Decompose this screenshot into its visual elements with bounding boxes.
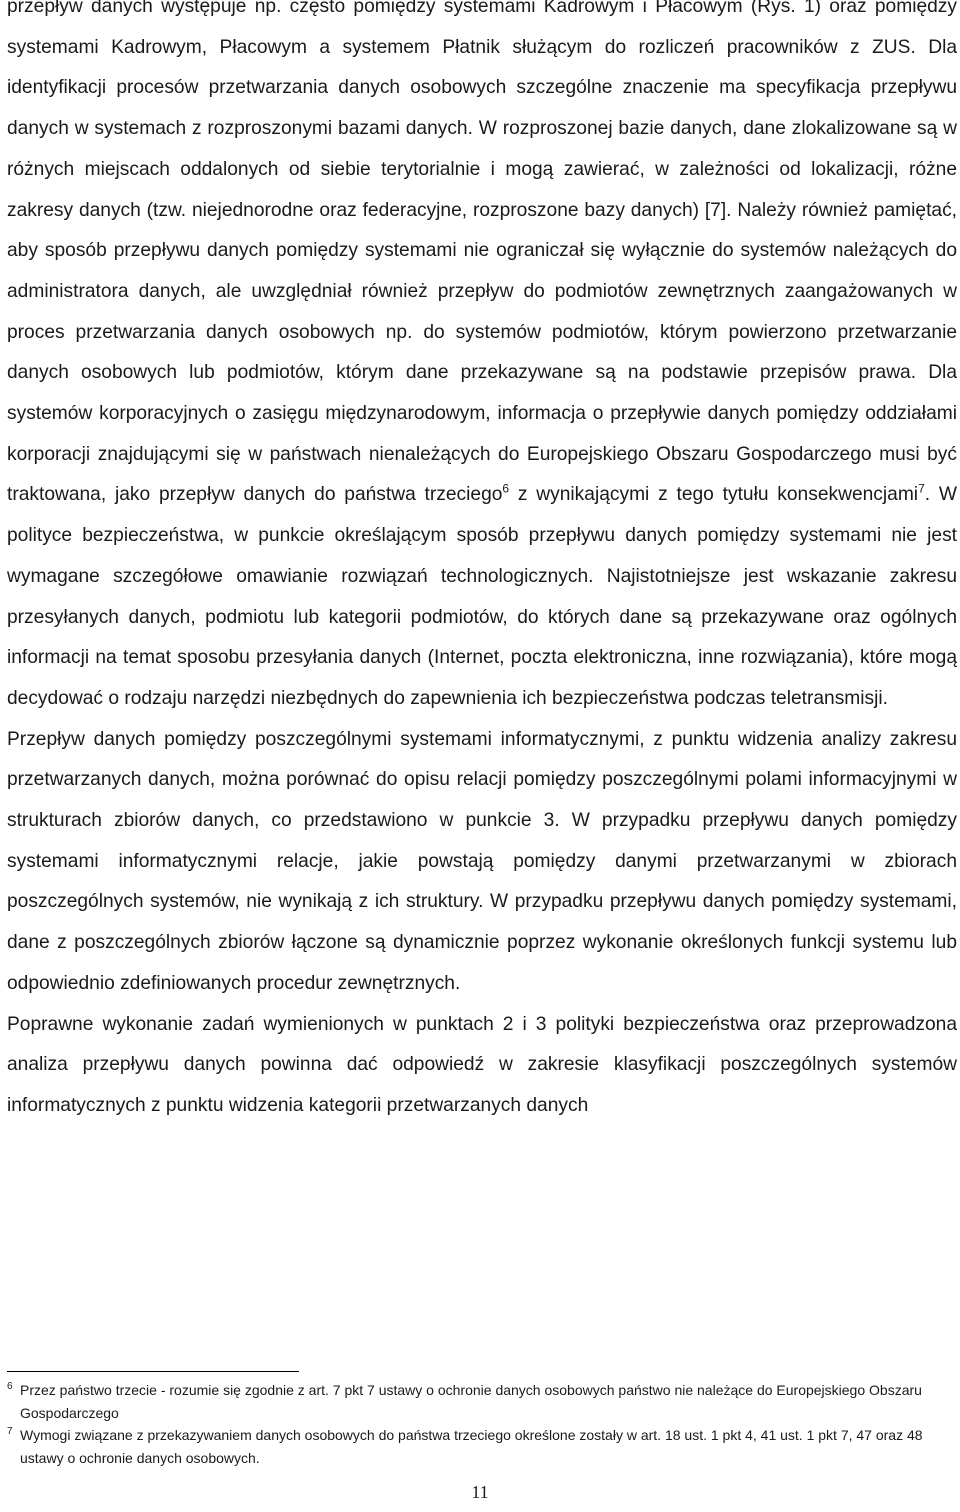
footnote-separator [7,1371,299,1372]
footnote-ref-6[interactable]: 6 [502,482,510,497]
footnotes [7,1379,957,1469]
paragraph-1-part-3: . W polityce bezpieczeństwa, w punkcie określającym sposób przepływu danych pomiędzy systemami nie jest wymagane szczegółowe omawianie rozwiązań technologicznych. Najistotniejsze jest wskazanie zakresu przesyłanych danych, podmiotu lub kategorii podmiotów, do których dane są przekazywane oraz ogólnych informacji na temat sposobu przesyłania danych (Internet, poczta elektroniczna, inne rozwiązania), które mogą decydować o rodzaju narzędzi niezbędnych do zapewnienia ich bezpieczeństwa podczas teletransmisji. [7,484,958,709]
paragraph-1-part-1: przepływ danych występuje np. często pomiędzy systemami Kadrowym i Płacowym (Rys. 1) oraz pomiędzy systemami Kadrowym, Płacowym a systemem Płatnik służącym do rozliczeń pracowników z ZUS. Dla identyfikacji procesów przetwarzania danych osobowych szczególne znaczenie ma specyfikacja przepływu danych w systemach z rozproszonymi bazami danych. W rozproszonej bazie danych, dane zlokalizowane są w różnych miejscach oddalonych od siebie terytorialnie i mogą zawierać, w zależności od lokalizacji, różne zakresy danych (tzw. niejednorodne oraz federacyjne, rozproszone bazy danych) [7]. Należy również pamiętać, aby sposób przepływu danych pomiędzy systemami nie ograniczał się wyłącznie do systemów należących do administratora danych, ale uwzględniał również przepływ do podmiotów zewnętrznych zaangażowanych w proces przetwarzania danych osobowych np. do systemów podmiotów, którym powierzono przetwarzanie danych osobowych lub podmiotów, którym dane przekazywane są na podstawie przepisów prawa. Dla systemów korporacyjnych o zasięgu międzynarodowym, informacja o przepływie danych pomiędzy oddziałami korporacji znajdującymi się w państwach nienależących do Europejskiego Obszaru Gospodarczego musi być traktowana, jako przepływ danych do państwa trzeciego [7,0,957,506]
footnote-6 [7,1379,957,1424]
footnote-text: Przez państwo trzecie - rozumie się zgodnie z art. 7 pkt 7 ustawy o ochronie danych osobowych państwo nie należące do Europejskiego Obszaru Gospodarczego [20,1382,922,1421]
footnote-7 [7,1424,957,1469]
footnote-text: Wymogi związane z przekazywaniem danych osobowych do państwa trzeciego określone zostały w art. 18 ust. 1 pkt 4, 41 ust. 1 pkt 7, 47 oraz 48 ustawy o ochronie danych osobowych. [20,1427,923,1466]
footnote-number: 6 [7,1381,13,1392]
paragraph-1-part-2: z wynikającymi z tego tytułu konsekwencjami [509,484,919,506]
footnote-number: 7 [7,1426,13,1437]
body-paragraph-1 [7,0,957,720]
footnote-ref-7[interactable]: 7 [918,482,925,497]
document-page [7,0,957,1127]
page-number: 11 [471,1482,489,1502]
body-paragraph-3: Poprawne wykonanie zadań wymienionych w punktach 2 i 3 polityki bezpieczeństwa oraz przeprowadzona analiza przepływu danych powinna dać odpowiedź w zakresie klasyfikacji poszczególnych systemów informatycznych z punktu widzenia kategorii przetwarzanych danych [7,1013,957,1116]
body-paragraph-2: Przepływ danych pomiędzy poszczególnymi systemami informatycznymi, z punktu widzenia analizy zakresu przetwarzanych danych, można porównać do opisu relacji pomiędzy poszczególnymi polami informacyjnymi w strukturach zbiorów danych, co przedstawiono w punkcie 3. W przypadku przepływu danych pomiędzy systemami informatycznymi relacje, jakie powstają pomiędzy danymi przetwarzanymi w zbiorach poszczególnych systemów, nie wynikają z ich struktury. W przypadku przepływu danych pomiędzy systemami, dane z poszczególnych zbiorów łączone są dynamicznie poprzez wykonanie określonych funkcji systemu lub odpowiednio zdefiniowanych procedur zewnętrznych. [7,728,957,994]
